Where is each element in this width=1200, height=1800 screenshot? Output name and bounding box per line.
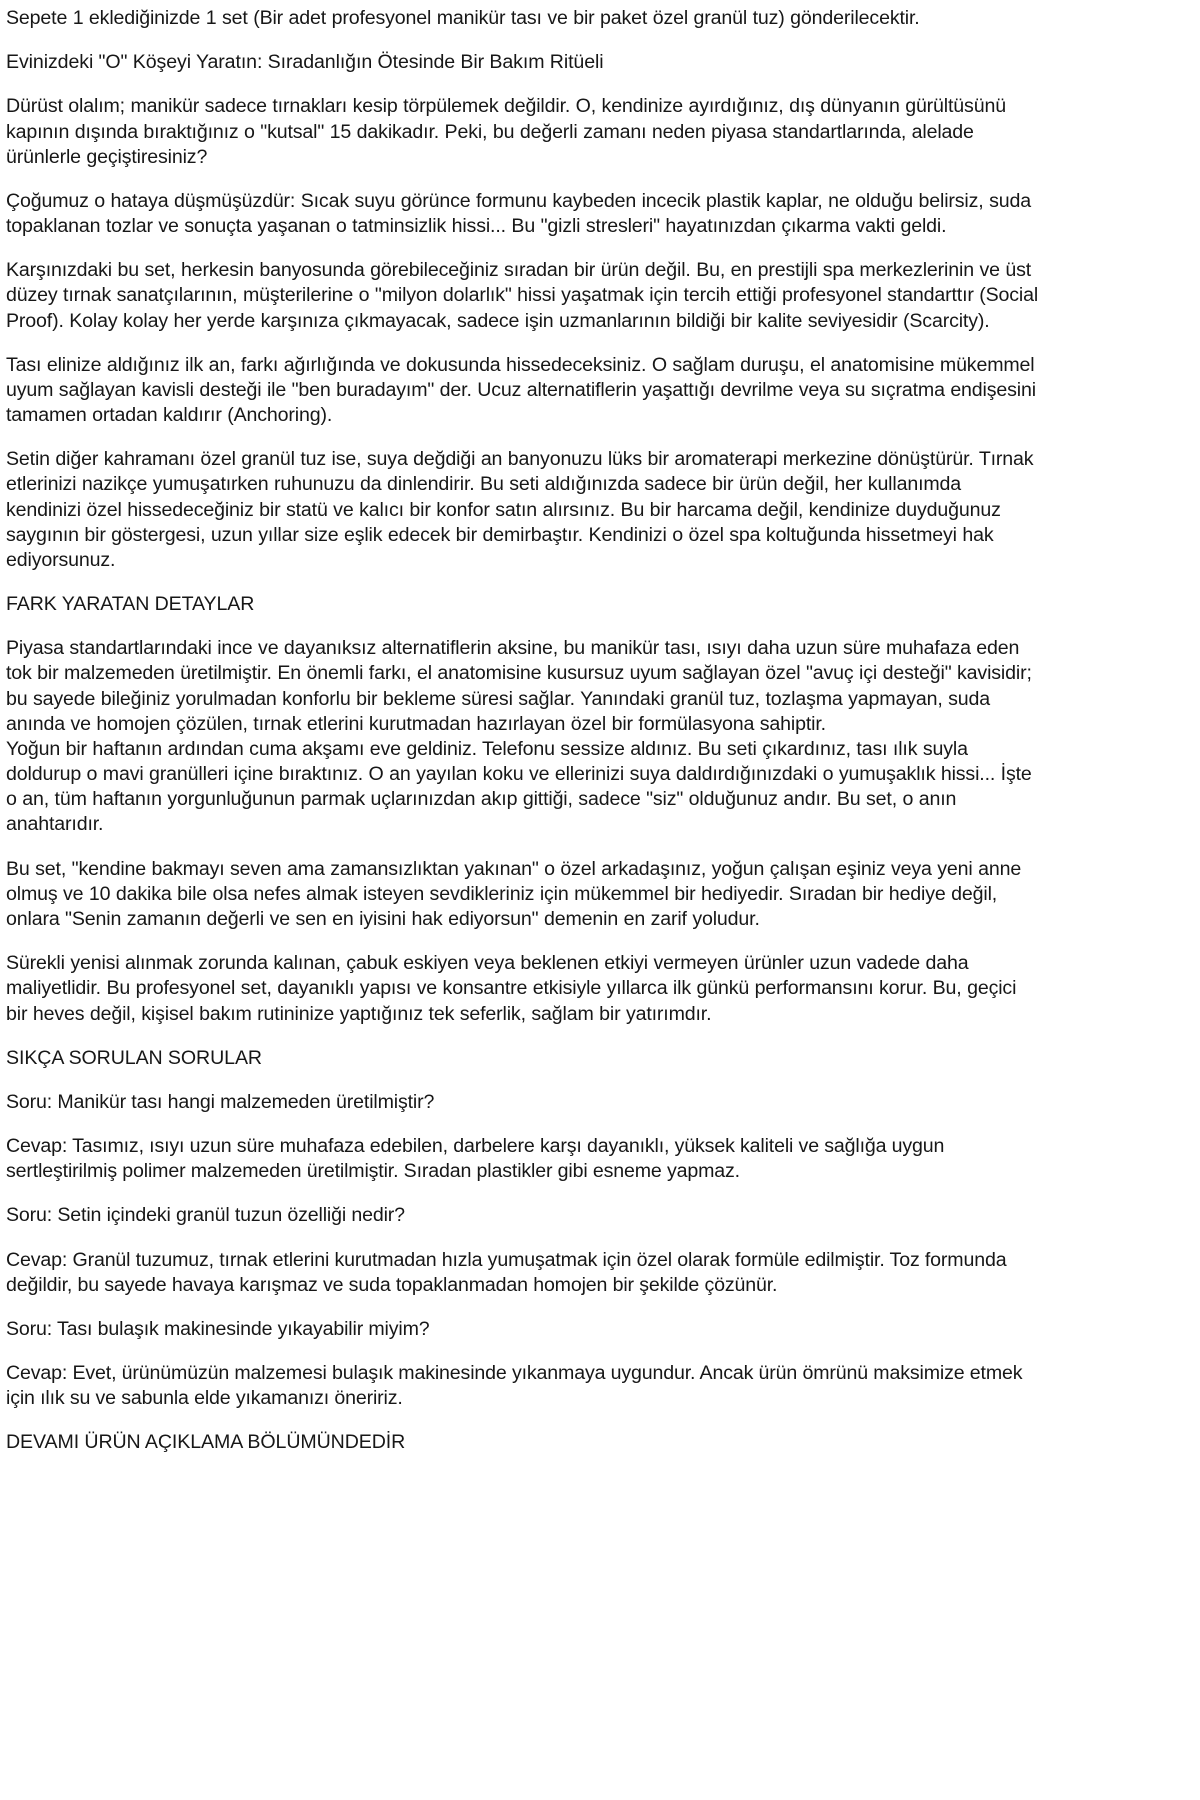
body-paragraph-4: Tası elinize aldığınız ilk an, farkı ağırlığında ve dokusunda hissedeceksiniz. O sağlam duruşu, el anatomisine mükemmel uyum sağlayan kavisli desteği ile "ben buradayım" der. Ucuz alternatiflerin yaşattığı devrilme veya su sıçratma endişesini tamamen ortadan kaldırır (Anchoring).: [6, 353, 1036, 427]
body-paragraph-1: Dürüst olalım; manikür sadece tırnakları kesip törpülemek değildir. O, kendinize ayırdığınız, dış dünyanın gürültüsünü kapının dışında bıraktığınız o "kutsal" 15 dakikadır. Peki, bu değerli zamanı neden piyasa standartlarında, alelade ürünlerle geçiştiresiniz?: [6, 95, 1006, 168]
faq-answer-3: Cevap: Evet, ürünümüzün malzemesi bulaşık makinesinde yıkanmaya uygundur. Ancak ürün ömrünü maksimize etmek için ılık su ve sabunla elde yıkamanızı öneririz.: [6, 1362, 1023, 1410]
shipping-note-paragraph: Sepete 1 eklediğinizde 1 set (Bir adet profesyonel manikür tası ve bir paket özel granül tuz) gönderilecektir.: [6, 7, 920, 29]
details-paragraph-2: Yoğun bir haftanın ardından cuma akşamı eve geldiniz. Telefonu sessize aldınız. Bu seti çıkardınız, tası ılık suyla doldurup o mavi granülleri içine bıraktınız. O an yayılan koku ve ellerinizi suya daldırdığınızdaki o yumuşaklık hissi... İşte o an, tüm haftanın yorgunluğunun parmak uçlarınızdan akıp gittiği, sadece "siz" olduğunuz andır. Bu set, o anın anahtarıdır.: [6, 737, 1032, 836]
faq-question-1: Soru: Manikür tası hangi malzemeden üretilmiştir?: [6, 1090, 435, 1113]
headline: Evinizdeki "O" Köşeyi Yaratın: Sıradanlığın Ötesinde Bir Bakım Ritüeli: [6, 51, 604, 74]
footer-note: DEVAMI ÜRÜN AÇIKLAMA BÖLÜMÜNDEDİR: [6, 1431, 406, 1454]
faq-section-heading: SIKÇA SORULAN SORULAR: [6, 1046, 262, 1069]
details-section-heading: FARK YARATAN DETAYLAR: [6, 593, 255, 616]
body-paragraph-5: Setin diğer kahramanı özel granül tuz ise, suya değdiği an banyonuzu lüks bir aromaterapi merkezine dönüştürür. Tırnak etlerinizi nazikçe yumuşatırken ruhunuzu da dinlendirir. Bu seti aldığınızda sadece bir ürün değil, her kullanımda kendinizi özel hissedeceğiniz bir statü ve kalıcı bir konfor satın alırsınız. Bu bir harcama değil, kendinize duyduğunuz saygının bir göstergesi, uzun yıllar size eşlik edecek bir demirbaştır. Kendinizi o özel spa koltuğunda hissetmeyi hak ediyorsunuz.: [6, 448, 1034, 571]
details-paragraph-3: Bu set, "kendine bakmayı seven ama zamansızlıktan yakınan" o özel arkadaşınız, yoğun çalışan eşiniz veya yeni anne olmuş ve 10 dakika bile olsa nefes almak isteyen sevdikleriniz için mükemmel bir hediyedir. Sıradan bir hediye değil, onlara "Senin zamanın değerli ve sen en iyisini hak ediyorsun" demenin en zarif yoludur.: [6, 857, 1022, 930]
details-paragraph-4: Sürekli yenisi alınmak zorunda kalınan, çabuk eskiyen veya beklenen etkiyi vermeyen ürünler uzun vadede daha maliyetlidir. Bu profesyonel set, dayanıklı yapısı ve konsantre etkisiyle yıllarca ilk günkü performansını korur. Bu, geçici bir heves değil, kişisel bakım rutininize yaptığınız tek seferlik, sağlam bir yatırımdır.: [6, 952, 1017, 1025]
faq-question-3: Soru: Tası bulaşık makinesinde yıkayabilir miyim?: [6, 1317, 430, 1340]
faq-answer-2: Cevap: Granül tuzumuz, tırnak etlerini kurutmadan hızla yumuşatmak için özel olarak formüle edilmiştir. Toz formunda değildir, bu sayede havaya karışmaz ve suda topaklanmadan homojen bir şekilde çözünür.: [6, 1248, 1007, 1296]
faq-answer-1: Cevap: Tasımız, ısıyı uzun süre muhafaza edebilen, darbelere karşı dayanıklı, yüksek kaliteli ve sağlığa uygun sertleştirilmiş polimer malzemeden üretilmiştir. Sıradan plastikler gibi esneme yapmaz.: [6, 1135, 945, 1183]
details-paragraph-1: Piyasa standartlarındaki ince ve dayanıksız alternatiflerin aksine, bu manikür tası, ısıyı daha uzun süre muhafaza eden tok bir malzemeden üretilmiştir. En önemli farkı, el anatomisine kusursuz uyum sağlayan özel "avuç içi desteği" kavisidir; bu sayede bileğiniz yorulmadan konforlu bir bekleme süresi sağlar. Yanındaki granül tuz, tozlaşma yapmayan, suda anında ve homojen çözülen, tırnak etlerini kurutmadan hazırlayan özel bir formülasyona sahiptir.: [6, 637, 1032, 735]
faq-question-2: Soru: Setin içindeki granül tuzun özelliği nedir?: [6, 1204, 405, 1227]
body-paragraph-3: Karşınızdaki bu set, herkesin banyosunda görebileceğiniz sıradan bir ürün değil. Bu, en prestijli spa merkezlerinin ve üst düzey tırnak sanatçılarının, müşterilerine o "milyon dolarlık" hissi yaşatmak için tercih ettiği profesyonel standarttır (Social Proof). Kolay kolay her yerde karşınıza çıkmayacak, sadece işin uzmanlarının bildiği bir kalite seviyesidir (Scarcity).: [6, 259, 1039, 332]
document-body: [6, 6, 1041, 1456]
body-paragraph-2: Çoğumuz o hataya düşmüşüzdür: Sıcak suyu görünce formunu kaybeden incecik plastik kaplar, ne olduğu belirsiz, suda topaklanan tozlar ve sonuçta yaşanan o tatminsizlik hissi... Bu "gizli stresleri" hayatınızdan çıkarma vakti geldi.: [6, 189, 1031, 238]
